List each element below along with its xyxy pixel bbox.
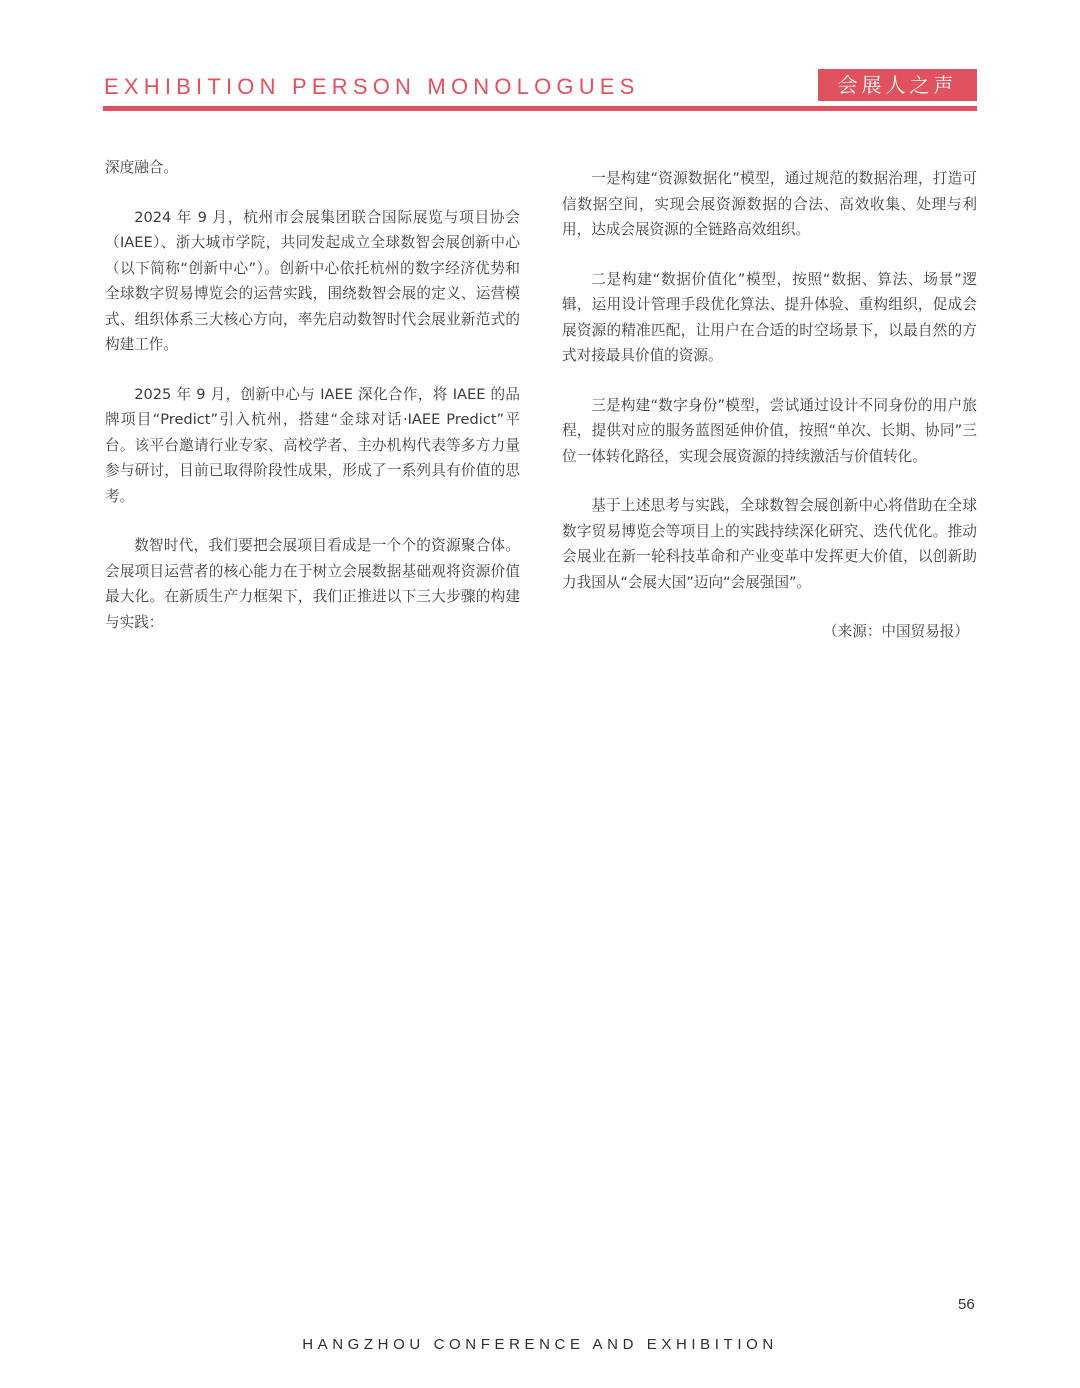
paragraph: 基于上述思考与实践，全球数智会展创新中心将借助在全球数字贸易博览会等项目上的实践持续深化研究、迭代优化。推动会展业在新一轮科技革命和产业变革中发挥更大价值，以创新助力我国从“会展大国”迈向“会展强国”。 bbox=[562, 497, 977, 591]
paragraph: 一是构建“资源数据化”模型，通过规范的数据治理，打造可信数据空间，实现会展资源数据的合法、高效收集、处理与利用，达成会展资源的全链路高效组织。 bbox=[562, 170, 977, 238]
page-number: 56 bbox=[958, 1296, 975, 1313]
section-badge: 会展人之声 bbox=[818, 69, 977, 101]
article-column-left bbox=[105, 155, 520, 659]
paragraph: 数智时代，我们要把会展项目看成是一个个的资源聚合体。会展项目运营者的核心能力在于树立会展数据基础观将资源价值最大化。在新质生产力框架下，我们正推进以下三大步骤的构建与实践： bbox=[105, 537, 520, 631]
article-column-right bbox=[562, 166, 977, 669]
publication-title: HANGZHOU CONFERENCE AND EXHIBITION bbox=[302, 1336, 778, 1353]
paragraph: 二是构建“数据价值化”模型，按照“数据、算法、场景”逻辑，运用设计管理手段优化算法、提升体验、重构组织，促成会展资源的精准匹配，让用户在合适的时空场景下，以最自然的方式对接最具价值的资源。 bbox=[562, 270, 977, 364]
paragraph: 深度融合。 bbox=[105, 159, 178, 176]
header-divider bbox=[103, 106, 977, 111]
paragraph: 三是构建“数字身份”模型，尝试通过设计不同身份的用户旅程，提供对应的服务蓝图延伸价值，按照“单次、长期、协同”三位一体转化路径，实现会展资源的持续激活与价值转化。 bbox=[562, 396, 977, 465]
section-title: EXHIBITION PERSON MONOLOGUES bbox=[104, 74, 640, 99]
paragraph: 2025 年 9 月，创新中心与 IAEE 深化合作，将 IAEE 的品牌项目“Predict”引入杭州，搭建“金球对话·IAEE Predict”平台。该平台邀请行业专家、高校学者、主办机构代表等多方力量参与研讨，目前已取得阶段性成果，形成了一系列具有价值的思考。 bbox=[105, 385, 520, 505]
paragraph: 2024 年 9 月，杭州市会展集团联合国际展览与项目协会（IAEE）、浙大城市学院，共同发起成立全球数智会展创新中心（以下简称“创新中心”）。创新中心依托杭州的数字经济优势和全球数字贸易博览会的运营实践，围绕数智会展的定义、运营模式、组织体系三大核心方向，率先启动数智时代会展业新范式的构建工作。 bbox=[105, 208, 520, 353]
source-note: （来源：中国贸易报） bbox=[823, 623, 969, 640]
